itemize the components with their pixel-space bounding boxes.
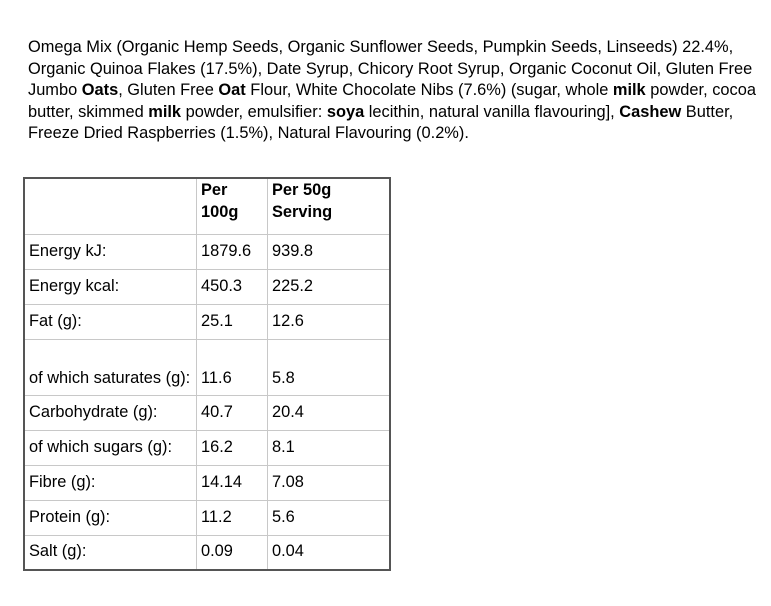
value-per-100g: 11.6 xyxy=(197,339,268,395)
value-per-50g: 12.6 xyxy=(268,304,391,339)
row-label: of which saturates (g): xyxy=(24,339,197,395)
ingredients-segment: Omega Mix (Organic Hemp Seeds, Organic Sunflower Seeds, Pumpkin Seeds, Linseeds) 22.4%, Organic Quinoa Flakes (17.5%), Date Syrup, Chicory Root Syrup, Organic Coconut Oil, Gluten Free Jumbo xyxy=(28,38,753,100)
allergen-milk: milk xyxy=(612,81,646,100)
ingredients-segment: Butter, Freeze Dried Raspberries (1.5%), Natural Flavouring (0.2%). xyxy=(28,102,734,143)
value-per-100g: 25.1 xyxy=(197,304,268,339)
value-per-100g: 0.09 xyxy=(197,535,268,570)
row-label: Protein (g): xyxy=(24,500,197,535)
table-row xyxy=(24,395,390,430)
table-row xyxy=(24,339,390,395)
table-row xyxy=(24,269,390,304)
ingredients-text xyxy=(28,37,763,145)
value-per-50g: 939.8 xyxy=(268,234,391,269)
row-label: Fibre (g): xyxy=(24,465,197,500)
table-row xyxy=(24,465,390,500)
row-label: Salt (g): xyxy=(24,535,197,570)
row-label: Carbohydrate (g): xyxy=(24,395,197,430)
row-label: of which sugars (g): xyxy=(24,430,197,465)
value-per-100g: 16.2 xyxy=(197,430,268,465)
value-per-100g: 450.3 xyxy=(197,269,268,304)
nutrition-table xyxy=(23,177,391,571)
value-per-100g: 14.14 xyxy=(197,465,268,500)
value-per-50g: 7.08 xyxy=(268,465,391,500)
allergen-cashew: Cashew xyxy=(619,102,682,121)
header-per-100g: Per 100g xyxy=(197,178,268,234)
value-per-50g: 0.04 xyxy=(268,535,391,570)
row-label: Fat (g): xyxy=(24,304,197,339)
table-row xyxy=(24,500,390,535)
table-row xyxy=(24,430,390,465)
row-label: Energy kJ: xyxy=(24,234,197,269)
header-blank xyxy=(24,178,197,234)
ingredients-segment: powder, emulsifier: xyxy=(181,102,327,121)
allergen-milk: milk xyxy=(148,102,182,121)
allergen-oat: Oat xyxy=(218,81,246,100)
ingredients-segment: lecithin, natural vanilla flavouring], xyxy=(364,102,620,121)
value-per-100g: 11.2 xyxy=(197,500,268,535)
value-per-100g: 40.7 xyxy=(197,395,268,430)
value-per-50g: 225.2 xyxy=(268,269,391,304)
table-row xyxy=(24,304,390,339)
table-row xyxy=(24,535,390,570)
value-per-50g: 5.8 xyxy=(268,339,391,395)
value-per-50g: 20.4 xyxy=(268,395,391,430)
table-header-row xyxy=(24,178,390,234)
ingredients-segment: Flour, White Chocolate Nibs (7.6%) (sugar, whole xyxy=(245,81,613,100)
table-row xyxy=(24,234,390,269)
header-per-50g-serving: Per 50g Serving xyxy=(268,178,391,234)
allergen-soya: soya xyxy=(326,102,365,121)
value-per-100g: 1879.6 xyxy=(197,234,268,269)
value-per-50g: 8.1 xyxy=(268,430,391,465)
row-label: Energy kcal: xyxy=(24,269,197,304)
ingredients-segment: powder, cocoa butter, skimmed xyxy=(28,81,756,121)
value-per-50g: 5.6 xyxy=(268,500,391,535)
allergen-oats: Oats xyxy=(81,81,119,100)
ingredients-segment: , Gluten Free xyxy=(118,81,219,100)
